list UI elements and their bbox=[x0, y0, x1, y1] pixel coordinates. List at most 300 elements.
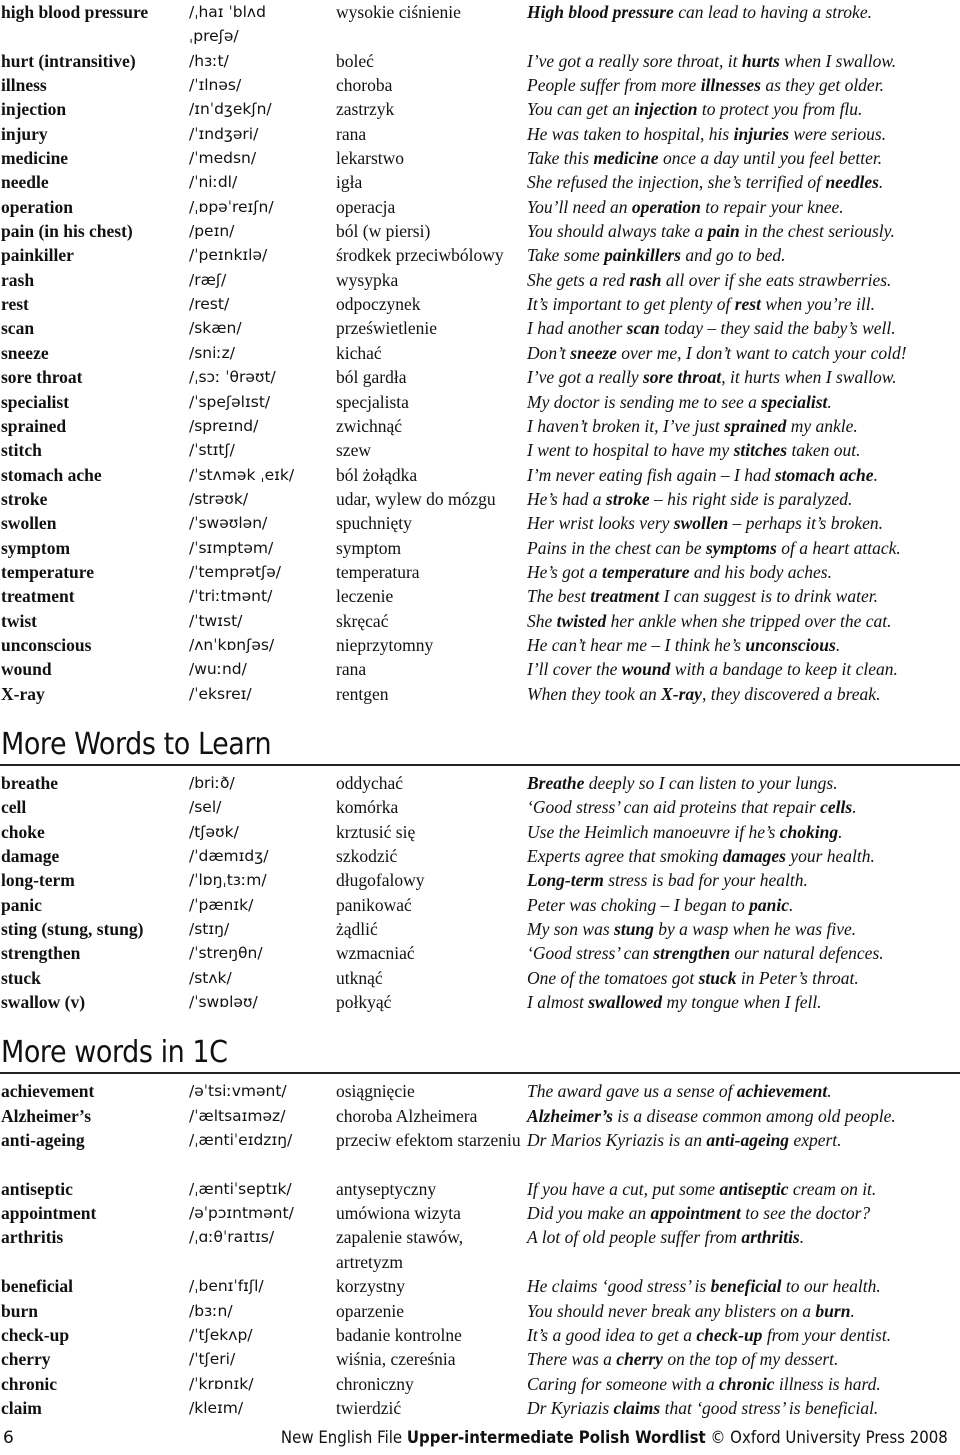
example-sentence bbox=[527, 1079, 832, 1103]
headword: specialist bbox=[1, 391, 70, 412]
example-text: . bbox=[799, 1227, 805, 1248]
entry-row bbox=[0, 1347, 960, 1371]
example-highlight: antiseptic bbox=[719, 1178, 789, 1199]
example-highlight: scan bbox=[626, 318, 660, 339]
entry-row bbox=[0, 292, 960, 316]
polish-translation: rentgen bbox=[336, 683, 389, 704]
example-text: in Peter’s throat. bbox=[736, 967, 859, 988]
example-highlight: specialist bbox=[761, 391, 828, 412]
example-text: Take this bbox=[527, 148, 594, 169]
example-text: Pains in the chest can be bbox=[527, 537, 706, 558]
example-sentence bbox=[527, 49, 896, 73]
headword: damage bbox=[1, 846, 60, 866]
example-highlight: injection bbox=[634, 99, 698, 120]
pronunciation: /ˈɪlnəs/ bbox=[189, 76, 242, 95]
example-text: There was a bbox=[527, 1349, 617, 1370]
example-sentence bbox=[527, 584, 878, 608]
headword: stroke bbox=[1, 488, 48, 509]
polish-translation: twierdzić bbox=[336, 1397, 402, 1418]
pronunciation: /briːð/ bbox=[189, 773, 235, 792]
example-text: Her wrist looks very bbox=[527, 513, 674, 534]
headword: breathe bbox=[1, 772, 59, 793]
polish-translation: zastrzyk bbox=[336, 99, 395, 120]
headword: symptom bbox=[1, 537, 71, 558]
example-sentence bbox=[527, 1201, 870, 1225]
example-highlight: treatment bbox=[590, 586, 660, 607]
pronunciation: /ˈeksreɪ/ bbox=[189, 684, 252, 703]
entry-row bbox=[0, 1128, 960, 1177]
example-text: It’s a good idea to get a bbox=[527, 1324, 697, 1345]
entry-row bbox=[0, 365, 960, 389]
example-sentence bbox=[527, 657, 898, 681]
headword: twist bbox=[1, 610, 37, 631]
example-sentence bbox=[527, 1225, 804, 1249]
example-text: When they took an bbox=[527, 683, 662, 704]
entry-row bbox=[0, 609, 960, 633]
headword: burn bbox=[1, 1300, 38, 1321]
example-highlight: arthritis bbox=[741, 1227, 800, 1248]
polish-translation: prześwietlenie bbox=[336, 318, 438, 339]
example-text: He’s had a bbox=[527, 488, 606, 509]
example-text: My son was bbox=[527, 919, 615, 940]
headword: strengthen bbox=[1, 943, 81, 964]
headword: stitch bbox=[1, 440, 42, 461]
example-text: by a wasp when he was five. bbox=[653, 919, 857, 940]
example-text: and his body aches. bbox=[689, 561, 832, 582]
pronunciation: /kleɪm/ bbox=[189, 1398, 244, 1417]
polish-translation: szkodzić bbox=[336, 846, 398, 866]
example-highlight: swollen bbox=[673, 513, 729, 534]
example-text: He’s got a bbox=[527, 561, 603, 582]
page-number: 6 bbox=[3, 1428, 14, 1448]
pronunciation: /ˈæltsaɪməz/ bbox=[189, 1106, 286, 1125]
entry-row bbox=[0, 893, 960, 917]
example-highlight: sore throat bbox=[642, 367, 722, 388]
main-wordlist bbox=[0, 0, 960, 706]
example-highlight: burn bbox=[815, 1300, 851, 1321]
example-text: . bbox=[788, 894, 794, 915]
polish-translation: korzystny bbox=[336, 1276, 406, 1297]
example-highlight: hurts bbox=[741, 50, 780, 71]
example-highlight: sprained bbox=[724, 415, 787, 436]
example-text: all over if she eats strawberries. bbox=[661, 269, 892, 290]
polish-translation: oparzenie bbox=[336, 1300, 405, 1321]
example-text: I almost bbox=[527, 992, 589, 1013]
example-text: to protect you from flu. bbox=[697, 99, 863, 120]
entry-row bbox=[0, 195, 960, 219]
example-highlight: Alzheimer’s bbox=[527, 1105, 613, 1126]
example-text: today – they said the baby’s well. bbox=[659, 318, 896, 339]
example-text: The award gave us a sense of bbox=[527, 1081, 737, 1102]
example-sentence bbox=[527, 341, 907, 365]
example-text: , they discovered a break. bbox=[701, 683, 881, 704]
entry-row bbox=[0, 170, 960, 194]
more-1c-heading-text: More words in 1C bbox=[1, 1035, 228, 1071]
more-words-heading bbox=[0, 706, 960, 766]
example-highlight: swallowed bbox=[588, 992, 663, 1013]
pronunciation: /hɜːt/ bbox=[189, 51, 229, 70]
example-text: stress is bad for your health. bbox=[603, 870, 808, 891]
example-text: is a disease common among old people. bbox=[612, 1105, 896, 1126]
example-text: Did you make an bbox=[527, 1203, 651, 1224]
example-text: with a bandage to keep it clean. bbox=[670, 659, 898, 680]
example-sentence bbox=[527, 97, 862, 121]
polish-translation: ból (w piersi) bbox=[336, 221, 431, 242]
example-sentence bbox=[527, 1299, 855, 1323]
entry-row bbox=[0, 49, 960, 73]
example-text: I can suggest is to drink water. bbox=[659, 586, 878, 607]
headword: swallow (v) bbox=[1, 992, 86, 1013]
example-sentence bbox=[527, 316, 896, 340]
polish-translation: ból gardła bbox=[336, 367, 407, 388]
example-sentence bbox=[527, 365, 896, 389]
example-text: , it hurts when I swallow. bbox=[721, 367, 897, 388]
example-text: – his right side is paralyzed. bbox=[649, 488, 853, 509]
polish-translation: boleć bbox=[336, 50, 374, 71]
headword: illness bbox=[1, 75, 47, 96]
pronunciation: /stɪŋ/ bbox=[189, 920, 230, 939]
entry-row bbox=[0, 795, 960, 819]
polish-translation: komórka bbox=[336, 797, 399, 818]
pronunciation: /ˈstɪtʃ/ bbox=[189, 441, 235, 460]
example-text: You can get an bbox=[527, 99, 635, 120]
entry-row bbox=[0, 536, 960, 560]
headword: panic bbox=[1, 894, 42, 915]
example-sentence bbox=[527, 1347, 838, 1371]
pronunciation: /ˌɑːθˈraɪtɪs/ bbox=[189, 1228, 275, 1247]
example-sentence bbox=[527, 122, 886, 146]
pronunciation: /stʌk/ bbox=[189, 968, 232, 987]
pronunciation: /wuːnd/ bbox=[189, 660, 247, 679]
entry-row bbox=[0, 0, 960, 49]
pronunciation: /ˈsɪmptəm/ bbox=[189, 538, 274, 557]
example-text: People suffer from more bbox=[527, 75, 701, 96]
headword: achievement bbox=[1, 1081, 95, 1102]
example-sentence bbox=[527, 438, 860, 462]
pronunciation: /ˈpænɪk/ bbox=[189, 895, 254, 914]
example-sentence bbox=[527, 243, 785, 267]
example-sentence bbox=[527, 268, 891, 292]
entry-row bbox=[0, 243, 960, 267]
example-text: on the top of my dessert. bbox=[662, 1349, 839, 1370]
example-text: I had another bbox=[527, 318, 627, 339]
example-highlight: cells bbox=[820, 797, 853, 818]
example-text: If you have a cut, put some bbox=[527, 1178, 720, 1199]
pronunciation: /ˌhaɪ ˈblʌd ˌpreʃə/ bbox=[189, 3, 266, 46]
example-sentence bbox=[527, 868, 808, 892]
example-text: Use the Heimlich manoeuvre if he’s bbox=[527, 821, 780, 842]
headword: injection bbox=[1, 99, 67, 120]
example-text: You’ll need an bbox=[527, 196, 632, 217]
entry-row bbox=[0, 390, 960, 414]
entry-row bbox=[0, 146, 960, 170]
pronunciation: /ˈstʌmək ˌeɪk/ bbox=[189, 465, 295, 484]
example-sentence bbox=[527, 1104, 896, 1128]
headword: antiseptic bbox=[1, 1178, 73, 1199]
example-text: Dr Marios Kyriazis is an bbox=[527, 1130, 707, 1151]
polish-translation: igła bbox=[336, 172, 363, 193]
example-highlight: unconscious bbox=[745, 634, 836, 655]
entry-row bbox=[0, 917, 960, 941]
entry-row bbox=[0, 73, 960, 97]
pronunciation: /ˈtriːtmənt/ bbox=[189, 587, 273, 606]
example-highlight: beneficial bbox=[710, 1276, 782, 1297]
example-highlight: appointment bbox=[650, 1203, 741, 1224]
example-sentence bbox=[527, 893, 793, 917]
entry-row bbox=[0, 316, 960, 340]
pronunciation: /ˈtʃeri/ bbox=[189, 1350, 236, 1369]
example-text: to our health. bbox=[781, 1276, 881, 1297]
example-sentence bbox=[527, 990, 822, 1014]
entry-row bbox=[0, 463, 960, 487]
polish-translation: temperatura bbox=[336, 561, 420, 582]
pronunciation: /ˈswɒləʊ/ bbox=[189, 993, 258, 1012]
pronunciation: /ˈswəʊlən/ bbox=[189, 514, 268, 533]
polish-translation: ból żołądka bbox=[336, 464, 418, 485]
example-text: I’ll cover the bbox=[527, 659, 622, 680]
entry-row bbox=[0, 438, 960, 462]
pronunciation: /sniːz/ bbox=[189, 343, 236, 362]
pronunciation: /əˈtsiːvmənt/ bbox=[189, 1082, 287, 1101]
example-sentence bbox=[527, 0, 872, 24]
example-text: She gets a red bbox=[527, 269, 630, 290]
pronunciation: /ˈtʃekʌp/ bbox=[189, 1325, 253, 1344]
pronunciation: /ˌbenɪˈfɪʃl/ bbox=[189, 1277, 264, 1296]
example-highlight: panic bbox=[749, 894, 789, 915]
example-sentence bbox=[527, 682, 880, 706]
example-text: I haven’t broken it, I’ve just bbox=[527, 415, 725, 436]
example-text: A lot of old people suffer from bbox=[527, 1227, 742, 1248]
example-text: Dr Kyriazis bbox=[527, 1397, 614, 1418]
polish-translation: szew bbox=[336, 440, 371, 461]
example-sentence bbox=[527, 917, 856, 941]
example-text: when you’re ill. bbox=[760, 294, 876, 315]
example-highlight: stomach ache bbox=[774, 464, 874, 485]
example-sentence bbox=[527, 414, 858, 438]
polish-translation: symptom bbox=[336, 537, 402, 558]
polish-translation: skręcać bbox=[336, 610, 389, 631]
entry-row bbox=[0, 511, 960, 535]
headword: claim bbox=[1, 1397, 42, 1418]
example-text: from your dentist. bbox=[762, 1324, 892, 1345]
entry-row bbox=[0, 1323, 960, 1347]
polish-translation: nieprzytomny bbox=[336, 634, 434, 655]
headword: rest bbox=[1, 294, 29, 315]
pronunciation: /ˈniːdl/ bbox=[189, 173, 238, 192]
entry-row bbox=[0, 560, 960, 584]
credit-title: Upper-intermediate Polish Wordlist bbox=[407, 1428, 706, 1448]
example-text: I’ve got a really bbox=[527, 367, 643, 388]
example-text: He claims ‘good stress’ is bbox=[527, 1276, 711, 1297]
polish-translation: choroba Alzheimera bbox=[336, 1105, 478, 1126]
polish-translation: leczenie bbox=[336, 586, 394, 607]
pronunciation: /ræʃ/ bbox=[189, 270, 227, 289]
example-text: Take some bbox=[527, 245, 605, 266]
example-text: my tongue when I fell. bbox=[662, 992, 822, 1013]
polish-translation: krztusić się bbox=[336, 821, 416, 842]
pronunciation: /rest/ bbox=[189, 295, 230, 314]
example-highlight: Breathe bbox=[527, 772, 585, 793]
example-text: were serious. bbox=[789, 123, 887, 144]
entry-row bbox=[0, 584, 960, 608]
example-highlight: pain bbox=[707, 221, 740, 242]
example-text: ‘Good stress’ can aid proteins that repair bbox=[527, 797, 821, 818]
example-highlight: achievement bbox=[736, 1081, 828, 1102]
headword: high blood pressure bbox=[1, 2, 149, 22]
example-sentence bbox=[527, 633, 840, 657]
example-sentence bbox=[527, 195, 844, 219]
pronunciation: /ˌɒpəˈreɪʃn/ bbox=[189, 197, 274, 216]
polish-translation: połkyąć bbox=[336, 992, 392, 1013]
polish-translation: operacja bbox=[336, 196, 396, 217]
example-text: . bbox=[873, 464, 878, 485]
more-1c-heading bbox=[0, 1014, 960, 1074]
example-text: – perhaps it’s broken. bbox=[728, 513, 884, 534]
example-text: of a heart attack. bbox=[776, 537, 901, 558]
pronunciation: /ˈtemprətʃə/ bbox=[189, 562, 281, 581]
example-highlight: choking bbox=[779, 821, 839, 842]
example-sentence bbox=[527, 73, 884, 97]
example-text: She refused the injection, she’s terrified of bbox=[527, 172, 826, 193]
example-sentence bbox=[527, 560, 832, 584]
example-sentence bbox=[527, 511, 883, 535]
example-highlight: cherry bbox=[616, 1349, 663, 1370]
entry-row bbox=[0, 1079, 960, 1103]
example-highlight: rash bbox=[629, 269, 662, 290]
pronunciation: /bɜːn/ bbox=[189, 1301, 233, 1320]
example-sentence bbox=[527, 536, 901, 560]
example-text: in the chest seriously. bbox=[739, 221, 895, 242]
pronunciation: /ˈspeʃəlɪst/ bbox=[189, 392, 271, 411]
headword: chronic bbox=[1, 1373, 58, 1394]
example-highlight: stuck bbox=[698, 967, 737, 988]
headword: stuck bbox=[1, 967, 41, 988]
polish-translation: spuchnięty bbox=[336, 513, 412, 534]
polish-translation: długofalowy bbox=[336, 870, 425, 891]
headword: injury bbox=[1, 123, 48, 144]
page-footer bbox=[0, 1428, 960, 1454]
pronunciation: /ˌæntiˈseptɪk/ bbox=[189, 1179, 292, 1198]
more-1c-list bbox=[0, 1079, 960, 1420]
example-text: that ‘good stress’ is beneficial. bbox=[660, 1397, 879, 1418]
example-text: You should never break any blisters on a bbox=[527, 1300, 816, 1321]
polish-translation: żądlić bbox=[336, 919, 378, 940]
pronunciation: /ˈɪndʒəri/ bbox=[189, 124, 259, 143]
example-highlight: wound bbox=[621, 659, 671, 680]
headword: needle bbox=[1, 172, 49, 193]
entry-row bbox=[0, 633, 960, 657]
polish-translation: kichać bbox=[336, 342, 382, 363]
pronunciation: /ˈkrɒnɪk/ bbox=[189, 1374, 254, 1393]
example-highlight: stroke bbox=[605, 488, 650, 509]
example-sentence bbox=[527, 1128, 842, 1152]
example-text: and go to bed. bbox=[680, 245, 786, 266]
headword: temperature bbox=[1, 561, 94, 582]
example-sentence bbox=[527, 966, 859, 990]
example-highlight: sneeze bbox=[570, 342, 617, 363]
entry-row bbox=[0, 966, 960, 990]
headword: sneeze bbox=[1, 342, 49, 363]
polish-translation: panikować bbox=[336, 894, 412, 915]
entry-row bbox=[0, 341, 960, 365]
entry-row bbox=[0, 868, 960, 892]
example-sentence bbox=[527, 820, 842, 844]
example-highlight: injuries bbox=[733, 123, 790, 144]
example-highlight: strengthen bbox=[653, 943, 731, 964]
example-highlight: medicine bbox=[593, 148, 659, 169]
headword: painkiller bbox=[1, 245, 74, 266]
headword: beneficial bbox=[1, 1276, 73, 1297]
example-sentence bbox=[527, 219, 895, 243]
example-highlight: High blood pressure bbox=[527, 2, 674, 22]
example-text: He can’t hear me – I think he’s bbox=[527, 634, 746, 655]
example-highlight: Long-term bbox=[527, 870, 604, 891]
example-text: I went to hospital to have my bbox=[527, 440, 734, 461]
headword: sore throat bbox=[1, 367, 83, 388]
entry-row bbox=[0, 1201, 960, 1225]
polish-translation: lekarstwo bbox=[336, 148, 405, 169]
example-text: My doctor is sending me to see a bbox=[527, 391, 762, 412]
footer-credit bbox=[281, 1428, 948, 1448]
example-text: deeply so I can listen to your lungs. bbox=[584, 772, 838, 793]
example-text: Experts agree that smoking bbox=[527, 846, 723, 866]
entry-row bbox=[0, 97, 960, 121]
entry-row bbox=[0, 771, 960, 795]
example-sentence bbox=[527, 292, 875, 316]
example-sentence bbox=[527, 463, 878, 487]
polish-translation: oddychać bbox=[336, 772, 404, 793]
polish-translation: utknąć bbox=[336, 967, 383, 988]
headword: arthritis bbox=[1, 1227, 64, 1248]
example-sentence bbox=[527, 1177, 876, 1201]
example-highlight: chronic bbox=[719, 1373, 775, 1394]
example-sentence bbox=[527, 1372, 881, 1396]
example-sentence bbox=[527, 170, 883, 194]
more-words-list bbox=[0, 771, 960, 1014]
headword: pain (in his chest) bbox=[1, 221, 133, 242]
headword: Alzheimer’s bbox=[1, 1105, 92, 1126]
example-highlight: anti-ageing bbox=[706, 1130, 790, 1151]
example-text: taken out. bbox=[787, 440, 861, 461]
example-sentence bbox=[527, 487, 852, 511]
example-highlight: damages bbox=[722, 846, 786, 866]
pronunciation: /sel/ bbox=[189, 798, 222, 817]
example-highlight: illnesses bbox=[700, 75, 761, 96]
polish-translation: odpoczynek bbox=[336, 294, 421, 315]
example-highlight: check-up bbox=[696, 1324, 763, 1345]
example-highlight: X-ray bbox=[661, 683, 702, 704]
example-text: . bbox=[878, 172, 884, 193]
pronunciation: /ˈdæmɪdʒ/ bbox=[189, 847, 269, 865]
headword: long-term bbox=[1, 870, 75, 891]
pronunciation: /peɪn/ bbox=[189, 222, 235, 241]
example-highlight: painkillers bbox=[604, 245, 681, 266]
example-text: to see the doctor? bbox=[740, 1203, 871, 1224]
example-text: illness is hard. bbox=[774, 1373, 881, 1394]
example-sentence bbox=[527, 844, 875, 868]
entry-row bbox=[0, 414, 960, 438]
polish-translation: chroniczny bbox=[336, 1373, 414, 1394]
polish-translation: przeciw efektom starzeniu bbox=[336, 1130, 521, 1151]
pronunciation: /tʃəʊk/ bbox=[189, 822, 239, 841]
headword: hurt (intransitive) bbox=[1, 50, 136, 71]
example-sentence bbox=[527, 1396, 878, 1420]
example-text: . bbox=[852, 797, 857, 818]
polish-translation: zapalenie stawów, artretyzm bbox=[336, 1227, 464, 1272]
example-text: ‘Good stress’ can bbox=[527, 943, 654, 964]
polish-translation: udar, wylew do mózgu bbox=[336, 488, 496, 509]
polish-translation: antyseptyczny bbox=[336, 1178, 437, 1199]
